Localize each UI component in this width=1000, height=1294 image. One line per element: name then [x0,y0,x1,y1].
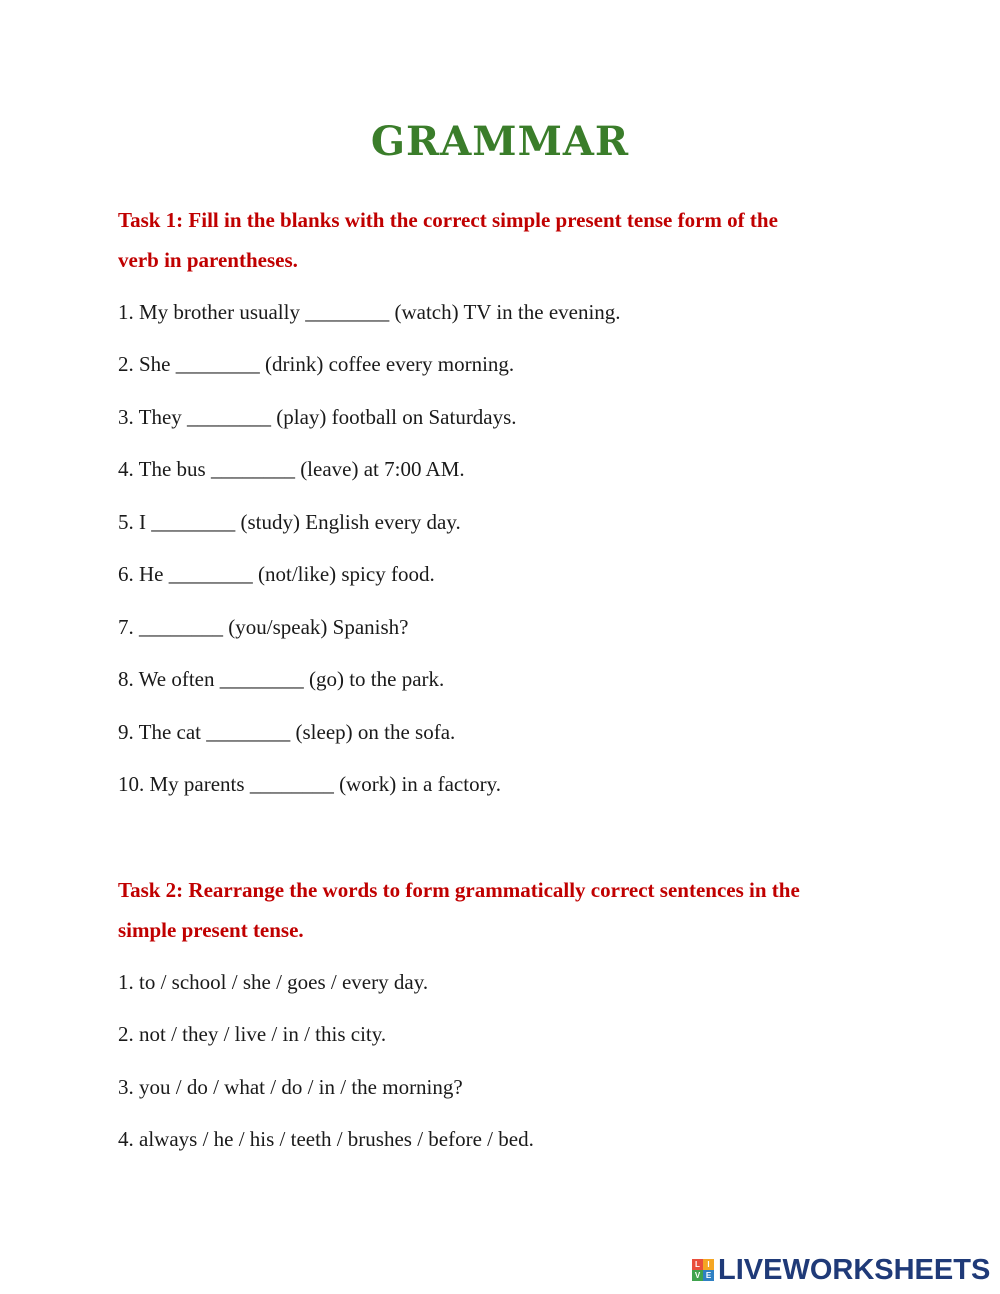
liveworksheets-logo [692,1254,990,1286]
task1-item: 10. My parents ________ (work) in a factory. [118,772,501,796]
task2-item: 1. to / school / she / goes / every day. [118,970,429,994]
task2-heading-line1: Task 2: Rearrange the words to form grammatically correct sentences in the [118,878,800,902]
task1-item: 2. She ________ (drink) coffee every morning. [118,352,515,376]
task1-item: 1. My brother usually ________ (watch) TV in the evening. [118,300,621,324]
task1-heading [118,200,878,280]
task1-item: 5. I ________ (study) English every day. [118,510,461,534]
task2-item: 4. always / he / his / teeth / brushes / before / bed. [118,1127,534,1151]
task2-heading-line2: simple present tense. [118,918,304,942]
task1-item: 8. We often ________ (go) to the park. [118,667,445,691]
task2-heading [118,870,878,950]
task1-item: 3. They ________ (play) football on Saturdays. [118,405,517,429]
task2-item: 3. you / do / what / do / in / the morning? [118,1075,463,1099]
liveworksheets-icon [692,1259,714,1281]
task1-item: 6. He ________ (not/like) spicy food. [118,562,435,586]
page-title: GRAMMAR [370,118,630,165]
task2-item: 2. not / they / live / in / this city. [118,1022,387,1046]
task1-heading-line1: Task 1: Fill in the blanks with the correct simple present tense form of the [118,208,778,232]
logo-square: E [703,1270,714,1281]
task1-heading-line2: verb in parentheses. [118,248,298,272]
task1-item: 7. ________ (you/speak) Spanish? [118,615,409,639]
task1-item: 4. The bus ________ (leave) at 7:00 AM. [118,457,465,481]
task1-item: 9. The cat ________ (sleep) on the sofa. [118,720,456,744]
logo-square: L [692,1259,703,1270]
logo-square: I [703,1259,714,1270]
logo-text: LIVEWORKSHEETS [718,1253,991,1286]
logo-square: V [692,1270,703,1281]
